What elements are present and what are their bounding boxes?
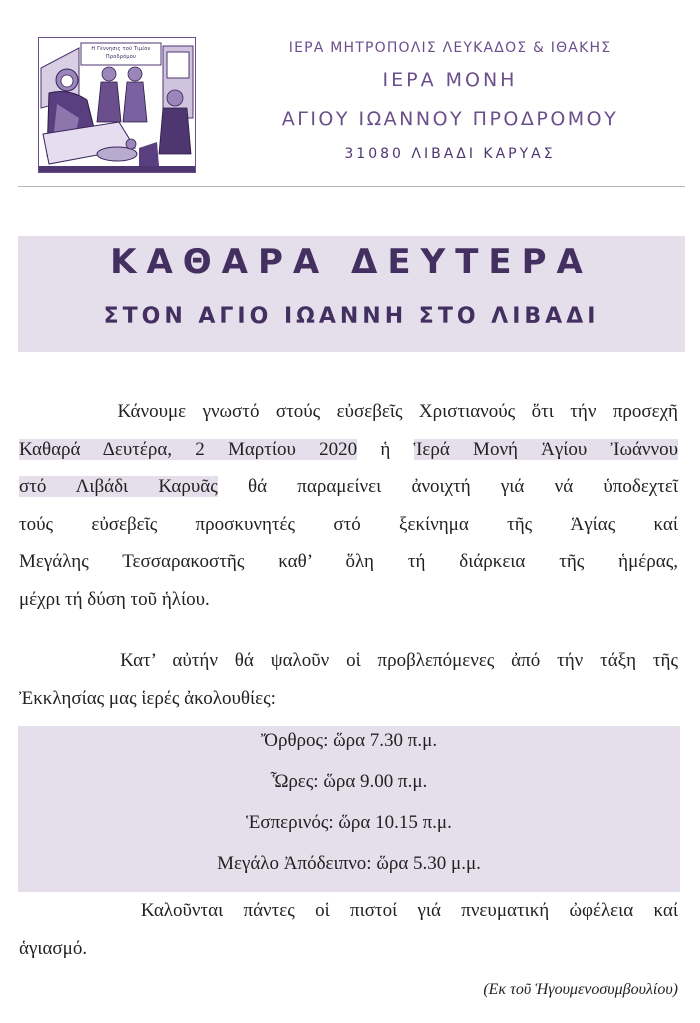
page-subtitle: ΣΤΟΝ ΑΓΙΟ ΙΩΑΝΝΗ ΣΤΟ ΛΙΒΑΔΙ <box>103 304 600 329</box>
schedule-item-vespers: Ἑσπερινός: ὥρα 10.15 π.μ. <box>246 812 452 833</box>
paragraph-line: Καλοῦνται πάντες οἱ πιστοί γιά πνευματική ὠφέλεια καί <box>140 900 678 921</box>
paragraph-line: Καθαρά Δευτέρα, 2 Μαρτίου 2020 ἡ Ἱερά Μονή Ἁγίου Ἰωάννου <box>19 438 679 460</box>
paragraph-line: ἁγιασμό. <box>19 937 88 959</box>
icon-caption: Η Γέννησις τοῦ Τιμίου Προδρόμου <box>91 46 151 60</box>
highlighted-monastery: Ἱερά Μονή Ἁγίου Ἰωάννου <box>413 438 679 460</box>
paragraph-line: Ἐκκλησίας μας ἱερές ἀκολουθίες: <box>19 687 276 709</box>
schedule-item-hours: Ὧρες: ὥρα 9.00 π.μ. <box>270 771 428 792</box>
monastery-address: 31080 ΛΙΒΑΔΙ ΚΑΡΥΑΣ <box>344 146 556 162</box>
paragraph-line: Κατ’ αὐτήν θά ψαλοῦν οἱ προβλεπόμενες ἀπό τήν τάξη τῆς <box>120 650 679 671</box>
services-intro-paragraph <box>19 642 678 717</box>
title-banner <box>18 236 685 352</box>
letterhead <box>0 0 700 188</box>
nativity-of-forerunner-icon <box>38 37 196 173</box>
highlighted-date: Καθαρά Δευτέρα, 2 Μαρτίου 2020 <box>19 438 358 460</box>
page-title: ΚΑΘΑΡΑ ΔΕΥΤΕΡΑ <box>110 242 593 282</box>
paragraph-line: Κάνουμε γνωστό στούς εὐσεβεῖς Χριστιανούς ὅτι τήν προσεχῆ <box>117 401 678 422</box>
monastery-name: ΑΓΙΟΥ ΙΩΑΝΝΟΥ ΠΡΟΔΡΟΜΟΥ <box>281 108 619 130</box>
monastery-label: ΙΕΡΑ ΜΟΝΗ <box>382 69 518 91</box>
header-divider <box>18 186 685 187</box>
schedule-item-great-compline: Μεγάλο Ἀπόδειπνο: ὥρα 5.30 μ.μ. <box>217 853 481 874</box>
service-schedule <box>18 726 680 892</box>
announcement-paragraph <box>19 393 678 618</box>
paragraph-line: στό Λιβάδι Καρυᾶς θά παραμείνει ἀνοιχτή γιά νά ὑποδεχτεῖ <box>19 476 678 497</box>
metropolis-name: ΙΕΡΑ ΜΗΤΡΟΠΟΛΙΣ ΛΕΥΚΑΔΟΣ & ΙΘΑΚΗΣ <box>288 40 612 56</box>
signature: (Εκ τοῦ Ἡγουμενοσυμβουλίου) <box>483 981 678 998</box>
paragraph-line: τούς εὐσεβεῖς προσκυνητές στό ξεκίνημα τῆς Ἁγίας καί <box>19 513 678 535</box>
highlighted-place: στό Λιβάδι Καρυᾶς <box>19 476 218 497</box>
paragraph-line: μέχρι τή δύση τοῦ ἡλίου. <box>19 588 210 610</box>
paragraph-line: Μεγάλης Τεσσαρακοστῆς καθ’ ὅλη τή διάρκεια τῆς ἡμέρας, <box>19 551 678 572</box>
schedule-item-orthros: Ὄρθρος: ὥρα 7.30 π.μ. <box>260 730 438 751</box>
closing-paragraph <box>19 892 678 967</box>
